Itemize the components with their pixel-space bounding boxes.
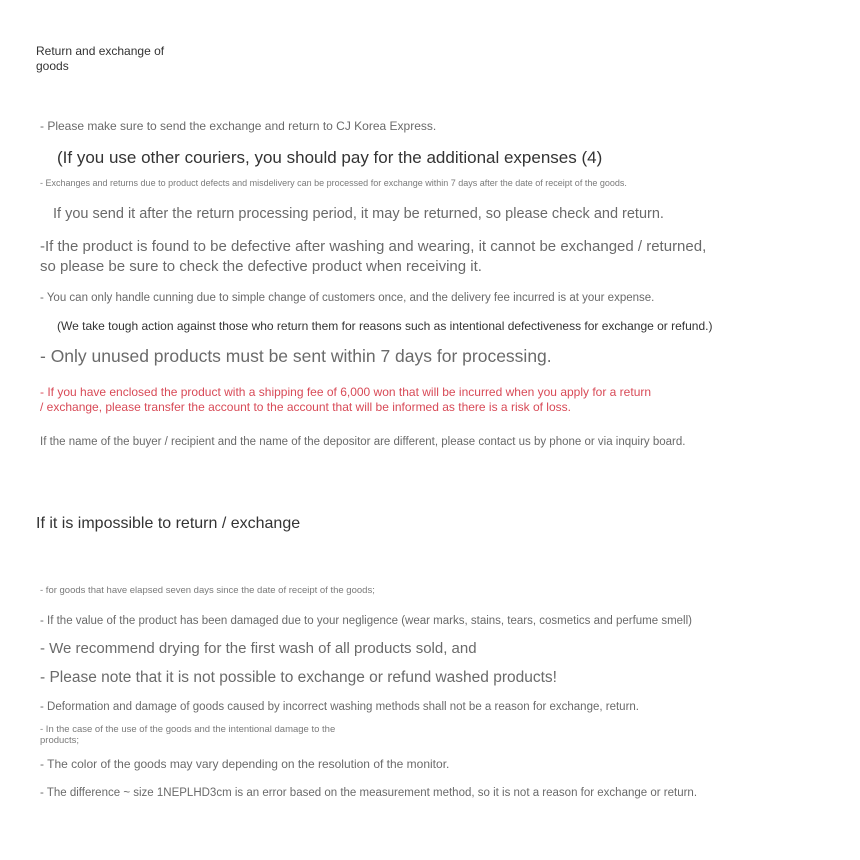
- notice-line-10: If the name of the buyer / recipient and the name of the depositor are different, please contact us by phone or via inquiry board.: [40, 436, 686, 448]
- notice-line-7: (We take tough action against those who return them for reasons such as intentional defectiveness for exchange or refund.): [57, 319, 713, 333]
- impossible-line-4: - Please note that it is not possible to exchange or refund washed products!: [40, 669, 557, 686]
- notice-line-4: If you send it after the return processing period, it may be returned, so please check and return.: [53, 206, 664, 222]
- impossible-line-5: - Deformation and damage of goods caused by incorrect washing methods shall not be a reason for exchange, return.: [40, 701, 639, 713]
- impossible-line-8: - The difference ~ size 1NEPLHD3cm is an error based on the measurement method, so it is not a reason for exchange or return.: [40, 787, 698, 799]
- notice-line-5: -If the product is found to be defective after washing and wearing, it cannot be exchanged / returned, so please be sure to check the defective product when receiving it.: [40, 238, 707, 275]
- section-title-return-exchange: Return and exchange of goods: [36, 44, 165, 73]
- notice-line-2: (If you use other couriers, you should pay for the additional expenses (4): [57, 148, 603, 167]
- notice-line-6: - You can only handle cunning due to simple change of customers once, and the delivery fee incurred is at your expense.: [40, 292, 655, 304]
- notice-line-3: - Exchanges and returns due to product defects and misdelivery can be processed for exchange within 7 days after the date of receipt of the goods.: [40, 178, 627, 188]
- notice-line-8: - Only unused products must be sent within 7 days for processing.: [40, 346, 552, 366]
- notice-line-1: - Please make sure to send the exchange and return to CJ Korea Express.: [40, 119, 437, 133]
- notice-line-9-shipping-fee: - If you have enclosed the product with a shipping fee of 6,000 won that will be incurred when you apply for a return / exchange, please transfer the account to the account that will be informed as there is a risk of loss.: [40, 385, 652, 414]
- impossible-line-1: - for goods that have elapsed seven days since the date of receipt of the goods;: [40, 585, 375, 596]
- impossible-line-3: - We recommend drying for the first wash of all products sold, and: [40, 640, 477, 657]
- impossible-line-7: - The color of the goods may vary depending on the resolution of the monitor.: [40, 757, 450, 771]
- section-title-impossible-return: If it is impossible to return / exchange: [36, 515, 301, 532]
- impossible-line-6: - In the case of the use of the goods and the intentional damage to the products;: [40, 724, 336, 746]
- impossible-line-2: - If the value of the product has been damaged due to your negligence (wear marks, stains, tears, cosmetics and perfume smell): [40, 615, 693, 627]
